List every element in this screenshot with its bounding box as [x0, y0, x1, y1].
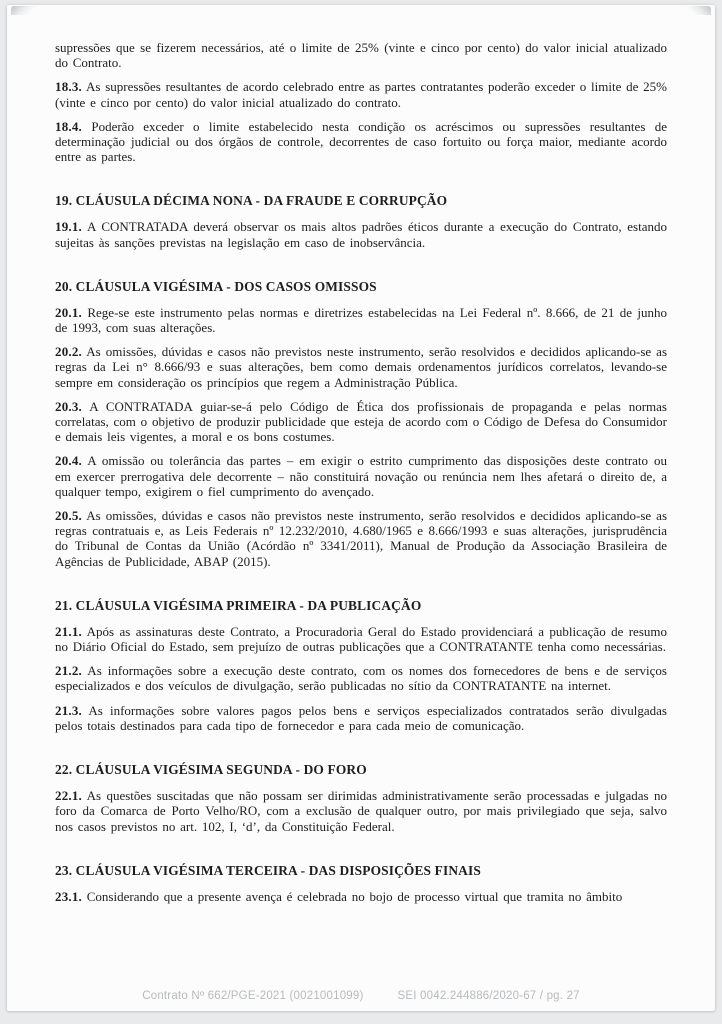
clause-heading: 19. CLÁUSULA DÉCIMA NONA - DA FRAUDE E CORRUPÇÃO	[55, 193, 448, 209]
clause-paragraph: 19.1. A CONTRATADA deverá observar os mais altos padrões éticos durante a execução do Contrato, estando sujeitas às sanções previstas na legislação em caso de inobservância.	[55, 219, 667, 250]
clause-paragraph: 21.3. As informações sobre valores pagos pelos bens e serviços especializados contratados serão divulgadas pelos totais destinados para cada tipo de fornecedor e para cada meio de comunicação.	[55, 702, 667, 733]
clause-number: 21.1.	[55, 623, 82, 639]
clause-heading: 20. CLÁUSULA VIGÉSIMA - DOS CASOS OMISSOS	[55, 278, 377, 294]
clause-heading: 22. CLÁUSULA VIGÉSIMA SEGUNDA - DO FORO	[55, 762, 367, 778]
clause-number: 21.3.	[55, 702, 82, 718]
clause-paragraph: supressões que se fizerem necessários, até o limite de 25% (vinte e cinco por cento) do valor inicial atualizado do Contrato.	[55, 40, 667, 71]
footer-sei-reference: SEI 0042.244886/2020-67 / pg. 27	[397, 990, 580, 1002]
clause-paragraph: 20.5. As omissões, dúvidas e casos não previstos neste instrumento, serão resolvidos e decididos aplicando-se as regras contratuais e, as Leis Federais nº 12.232/2010, 4.680/1965 e 8.666/1993 e suas alterações, jurisprudência do Tribunal de Contas da União (Acórdão nº 3341/2011), Manual de Produção da Associação Brasileira de Agências de Publicidade, ABAP (2015).	[55, 508, 667, 569]
clause-paragraph: 23.1. Considerando que a presente avença é celebrada no bojo de processo virtual que tramita no âmbito	[55, 888, 623, 904]
clause-number: 18.4.	[55, 118, 82, 134]
clause-paragraph: 20.2. As omissões, dúvidas e casos não previstos neste instrumento, serão resolvidos e decididos aplicando-se as regras da Lei n° 8.666/93 e suas alterações, bem como demais ordenamentos jurídicos correlatos, levando-se sempre em consideração os princípios que regem a Administração Pública.	[55, 344, 667, 390]
clause-heading: 23. CLÁUSULA VIGÉSIMA TERCEIRA - DAS DISPOSIÇÕES FINAIS	[55, 862, 481, 878]
clause-number: 20.1.	[55, 304, 82, 320]
contract-clauses	[55, 40, 667, 913]
clause-number: 21.2.	[55, 663, 82, 679]
clause-paragraph: 21.2. As informações sobre a execução deste contrato, com os nomes dos fornecedores de bens e de serviços especializados e dos veículos de divulgação, serão publicadas no sítio da CONTRATANTE na internet.	[55, 663, 667, 694]
clause-number: 22.1.	[55, 788, 82, 804]
footer-contract-reference: Contrato Nº 662/PGE-2021 (0021001099)	[142, 990, 364, 1002]
clause-paragraph: 21.1. Após as assinaturas deste Contrato, a Procuradoria Geral do Estado providenciará a publicação de resumo no Diário Oficial do Estado, sem prejuízo de outras publicações que a CONTRATANTE tenha como necessárias.	[55, 623, 667, 655]
clause-paragraph: 20.3. A CONTRATADA guiar-se-á pelo Código de Ética dos profissionais de propaganda e pelas normas correlatas, com o objetivo de produzir publicidade que esteja de acordo com o Código de Defesa do Consumidor e demais leis vigentes, a moral e os bons costumes.	[55, 398, 667, 445]
clause-number: 20.5.	[55, 508, 82, 524]
clause-heading: 21. CLÁUSULA VIGÉSIMA PRIMEIRA - DA PUBLICAÇÃO	[55, 597, 422, 613]
clause-number: 23.1.	[55, 888, 82, 904]
clause-paragraph: 22.1. As questões suscitadas que não possam ser dirimidas administrativamente serão processadas e julgadas no foro da Comarca de Porto Velho/RO, com a exclusão de qualquer outro, por mais privilegiado que seja, salvo nos casos previstos no art. 102, I, ‘d’, da Constituição Federal.	[55, 788, 667, 834]
clause-number: 20.4.	[55, 453, 82, 469]
clause-paragraph: 18.3. As supressões resultantes de acordo celebrado entre as partes contratantes poderão exceder o limite de 25% (vinte e cinco por cento) do valor inicial atualizado do contrato.	[55, 79, 667, 110]
clause-number: 19.1.	[55, 219, 82, 235]
clause-paragraph: 20.4. A omissão ou tolerância das partes – em exigir o estrito cumprimento das disposições deste contrato ou em exercer prerrogativa dele decorrente – não constituirá novação ou renúncia nem lhes afetará o direito de, a qualquer tempo, exigirem o fiel cumprimento do avençado.	[55, 453, 667, 499]
contract-page	[7, 5, 715, 1011]
clause-number: 20.3.	[55, 398, 82, 414]
clause-number: 20.2.	[55, 344, 82, 360]
clause-paragraph: 18.4. Poderão exceder o limite estabelecido nesta condição os acréscimos ou supressões resultantes de determinação judicial ou dos órgãos de controle, decorrentes de caso fortuito ou força maior, mediante acordo entre as partes.	[55, 118, 667, 165]
clause-number: 18.3.	[55, 79, 82, 95]
clause-paragraph: 20.1. Rege-se este instrumento pelas normas e diretrizes estabelecidas na Lei Federal nº. 8.666, de 21 de junho de 1993, com suas alterações.	[55, 304, 667, 336]
page-footer	[7, 990, 715, 1002]
